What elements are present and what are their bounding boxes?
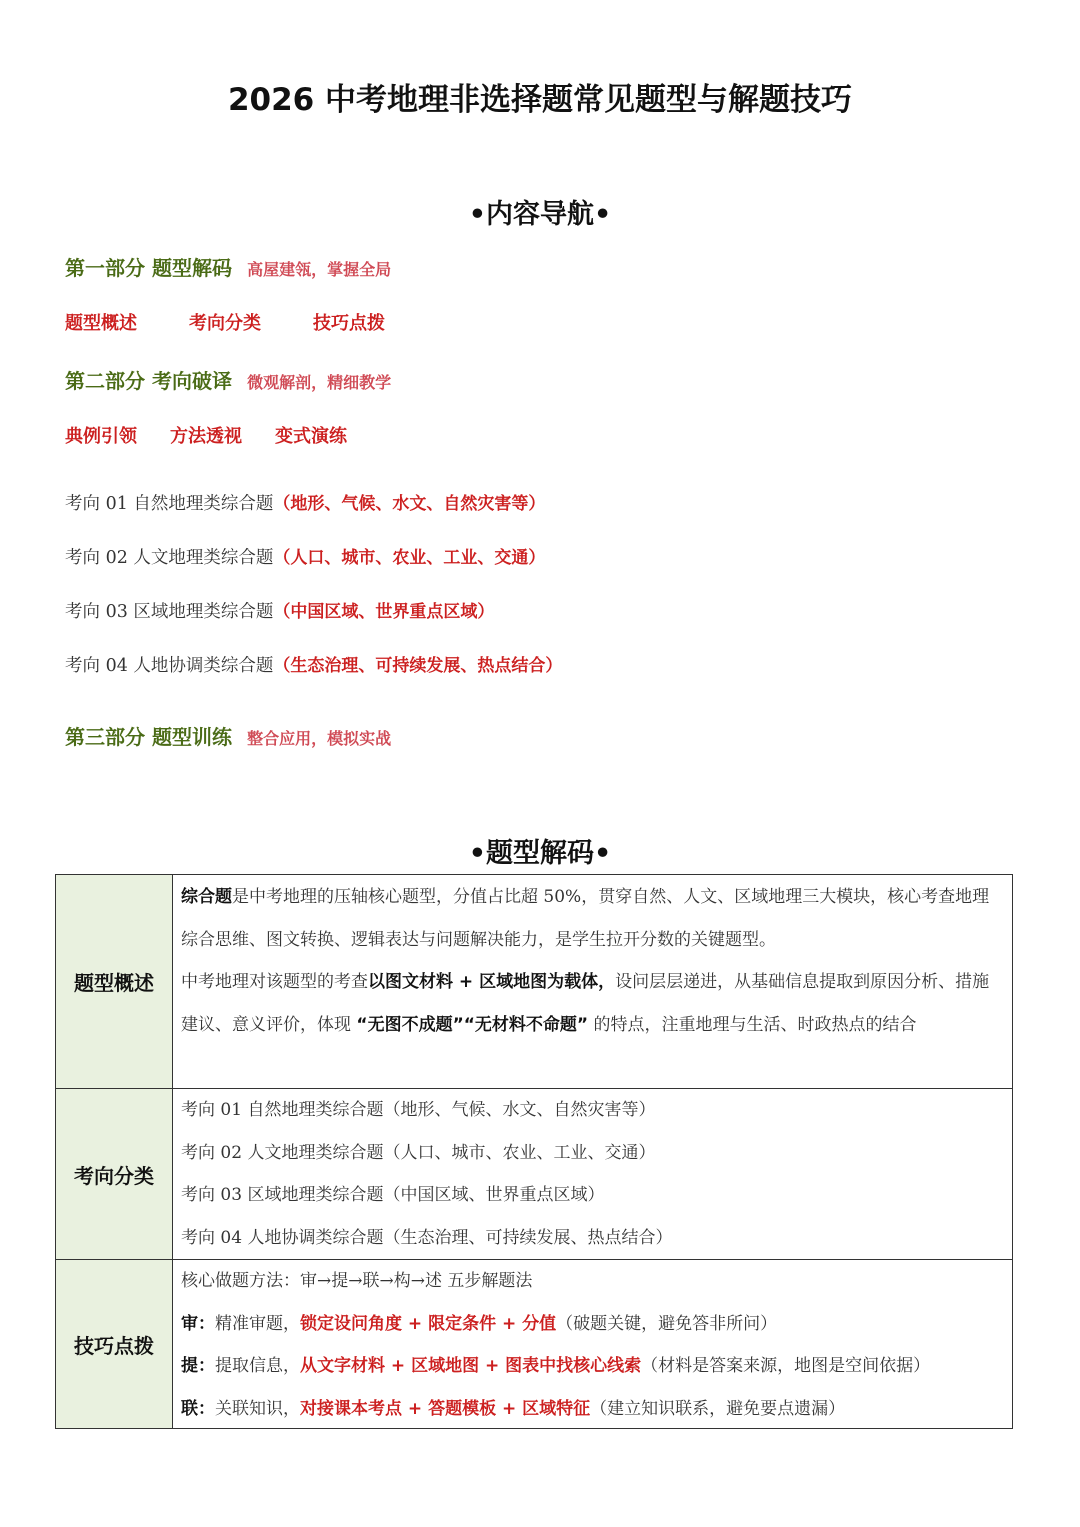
nav-kaoxiang-03	[65, 597, 494, 623]
classify-content	[181, 1089, 1002, 1259]
overview-text: 中考地理对该题型的考查	[181, 972, 368, 992]
overview-text: 是中考地理的压轴核心题型，分值占比超 50%，贯穿自然、人文、区域地理三大模块，核心考查地理综合思维、图文转换、逻辑表达与问题解决能力，是学生拉开分数的关键题型。	[181, 887, 990, 950]
table-row-classify	[56, 1088, 1012, 1259]
overview-para-1	[181, 876, 1002, 961]
part3-name: 第三部分 题型训练	[65, 725, 232, 749]
skills-step-shen	[181, 1303, 1002, 1346]
part2-name: 第二部分 考向破译	[65, 369, 232, 393]
nav-kaoxiang-01	[65, 489, 545, 515]
kaoxiang-label: 考向 02 人文地理类综合题	[65, 548, 274, 568]
classify-item: 考向 01 自然地理类综合题（地形、气候、水文、自然灾害等）	[181, 1100, 656, 1120]
part1-subtitle: 高屋建瓴，掌握全局	[247, 260, 392, 279]
part2-items	[65, 422, 347, 448]
step-note: （建立知识联系，避免要点遗漏）	[590, 1398, 846, 1419]
kaoxiang-detail: （人口、城市、农业、工业、交通）	[273, 548, 546, 568]
part2-item: 方法透视	[170, 426, 242, 447]
part1-item: 题型概述	[65, 313, 137, 334]
skills-method: 核心做题方法：审→提→联→构→述 五步解题法	[181, 1271, 533, 1291]
part3-line	[65, 721, 391, 750]
step-text: 关联知识，	[215, 1398, 300, 1419]
kaoxiang-detail: （生态治理、可持续发展、热点结合）	[273, 656, 563, 676]
step-highlight: 锁定设问角度 + 限定条件 + 分值	[300, 1313, 557, 1334]
step-key: 审：	[181, 1313, 215, 1334]
overview-para-2	[181, 961, 1002, 1046]
part2-item: 典例引领	[65, 426, 137, 447]
part2-subtitle: 微观解剖，精细教学	[247, 373, 392, 392]
step-note: （破题关键，避免答非所问）	[556, 1313, 778, 1334]
overview-content	[181, 875, 1002, 1088]
kaoxiang-label: 考向 01 自然地理类综合题	[65, 494, 274, 514]
overview-text: 的特点，注重地理与生活、时政热点的结合	[588, 1014, 917, 1035]
part1-line	[65, 252, 391, 281]
decode-table	[55, 874, 1013, 1429]
kaoxiang-label: 考向 03 区域地理类综合题	[65, 602, 274, 622]
document-title: 2026 中考地理非选择题常见题型与解题技巧	[227, 82, 853, 118]
table-row-skills	[56, 1259, 1012, 1428]
overview-bold-carrier: 以图文材料 + 区域地图为载体，	[368, 972, 616, 992]
skills-content	[181, 1260, 1002, 1428]
step-note: （材料是答案来源，地图是空间依据）	[641, 1356, 931, 1376]
table-row-overview	[56, 875, 1012, 1088]
classify-label: 考向分类	[56, 1089, 173, 1259]
nav-kaoxiang-02	[65, 543, 545, 569]
skills-step-ti	[181, 1345, 1002, 1388]
kaoxiang-detail: （中国区域、世界重点区域）	[273, 602, 495, 622]
classify-item: 考向 03 区域地理类综合题（中国区域、世界重点区域）	[181, 1185, 605, 1205]
skills-step-lian	[181, 1388, 1002, 1431]
part1-item: 考向分类	[189, 313, 261, 334]
part2-line	[65, 365, 391, 394]
kaoxiang-detail: （地形、气候、水文、自然灾害等）	[273, 494, 546, 514]
part2-item: 变式演练	[275, 426, 347, 447]
classify-item: 考向 04 人地协调类综合题（生态治理、可持续发展、热点结合）	[181, 1227, 673, 1248]
decode-heading: •题型解码•	[468, 838, 612, 869]
overview-text: 设问层层递进，从基础信息提取到原因分析、措施建议、意义评价，体现	[181, 972, 990, 1035]
nav-kaoxiang-04	[65, 651, 562, 677]
overview-bold-term: 综合题	[181, 887, 232, 907]
step-highlight: 从文字材料 + 区域地图 + 图表中找核心线索	[300, 1356, 642, 1376]
overview-label: 题型概述	[56, 875, 173, 1088]
nav-heading: •内容导航•	[468, 199, 612, 230]
part1-name: 第一部分 题型解码	[65, 256, 232, 280]
step-text: 提取信息，	[215, 1356, 300, 1376]
part1-item: 技巧点拨	[313, 313, 385, 334]
skills-label: 技巧点拨	[56, 1260, 173, 1428]
overview-quote: “无图不成题”“无材料不命题”	[356, 1014, 589, 1035]
part1-items	[65, 309, 385, 335]
kaoxiang-label: 考向 04 人地协调类综合题	[65, 656, 274, 676]
step-key: 联：	[181, 1398, 215, 1419]
classify-item: 考向 02 人文地理类综合题（人口、城市、农业、工业、交通）	[181, 1142, 656, 1163]
step-key: 提：	[181, 1356, 215, 1376]
step-text: 精准审题，	[215, 1313, 300, 1334]
part3-subtitle: 整合应用，模拟实战	[247, 729, 392, 748]
step-highlight: 对接课本考点 + 答题模板 + 区域特征	[300, 1398, 591, 1419]
